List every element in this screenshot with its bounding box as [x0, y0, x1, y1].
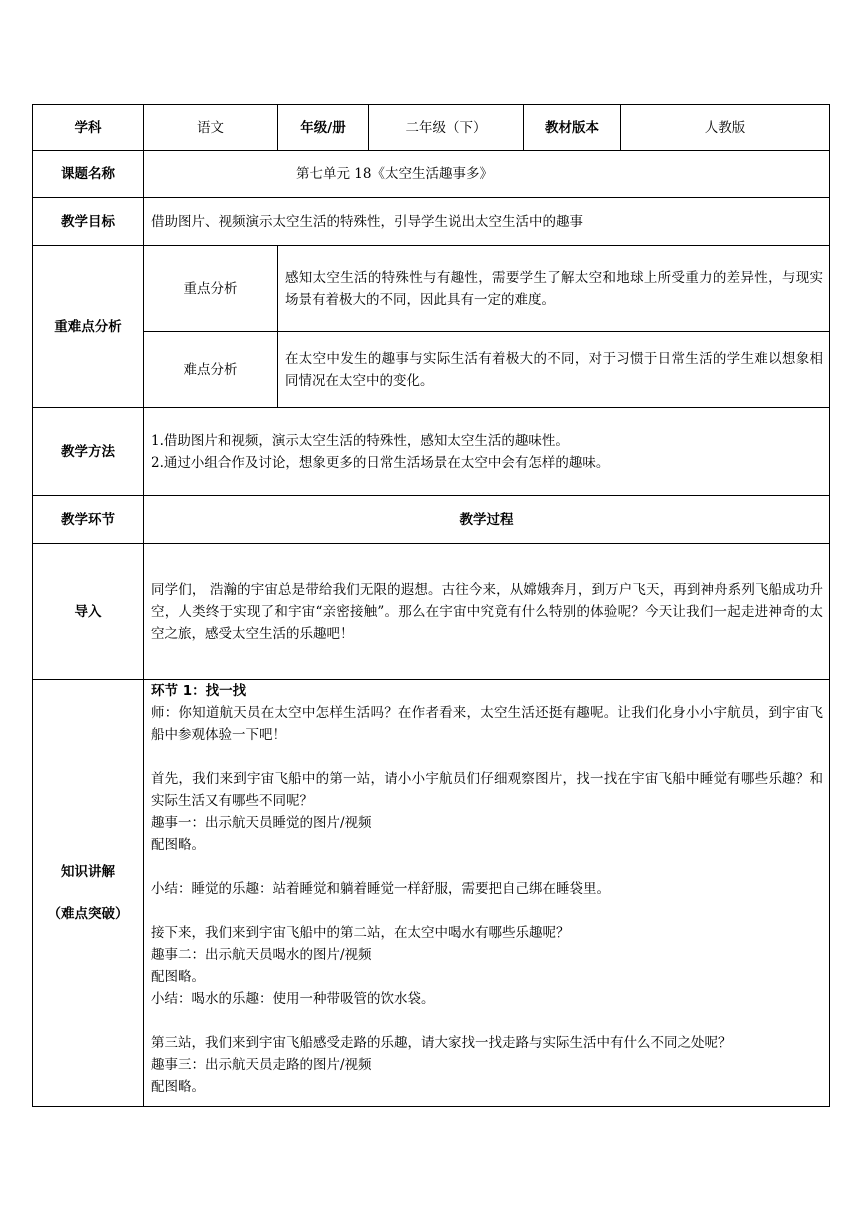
title-row: [33, 151, 830, 198]
key-point-label: 重点分析: [144, 246, 278, 332]
method-value: [144, 408, 830, 496]
edition-value: 人教版: [621, 105, 830, 151]
stage-label: 教学环节: [33, 496, 144, 544]
paragraph-7: 趣事二：出示航天员喝水的图片/视频: [151, 947, 372, 963]
subject-label: 学科: [33, 105, 144, 151]
grade-label: 年级/册: [278, 105, 369, 151]
key-point-row: [33, 246, 830, 332]
paragraph-10: 第三站，我们来到宇宙飞船感受走路的乐趣，请大家找一找走路与实际生活中有什么不同之处呢？: [151, 1035, 732, 1051]
paragraph-1: 师：你知道航天员在太空中怎样生活吗？在作者看来，太空生活还挺有趣呢。让我们化身小小宇航员，到宇宙飞船中参观体验一下吧！: [151, 705, 823, 743]
edition-label: 教材版本: [524, 105, 621, 151]
goal-value: 借助图片、视频演示太空生活的特殊性，引导学生说出太空生活中的趣事: [144, 198, 830, 246]
grade-value: 二年级（下）: [369, 105, 524, 151]
method-line-1: 1.借助图片和视频，演示太空生活的特殊性，感知太空生活的趣味性。: [151, 432, 569, 449]
paragraph-8: 配图略。: [151, 969, 205, 985]
knowledge-label-cell: [33, 680, 144, 1107]
stage-header-row: [33, 496, 830, 544]
method-label: 教学方法: [33, 408, 144, 496]
knowledge-label: 知识讲解: [61, 864, 115, 880]
paragraph-4: 配图略。: [151, 837, 205, 853]
title-value: 第七单元 18《太空生活趣事多》: [144, 151, 830, 198]
paragraph-6: 接下来，我们来到宇宙飞船中的第二站，在太空中喝水有哪些乐趣呢？: [151, 925, 570, 941]
method-line-2: 2.通过小组合作及讨论，想象更多的日常生活场景在太空中会有怎样的趣味。: [151, 454, 610, 471]
knowledge-row: [33, 680, 830, 1107]
subject-value: 语文: [144, 105, 278, 151]
method-row: [33, 408, 830, 496]
paragraph-3: 趣事一：出示航天员睡觉的图片/视频: [151, 815, 372, 831]
goal-label: 教学目标: [33, 198, 144, 246]
hard-point-value: 在太空中发生的趣事与实际生活有着极大的不同，对于习惯于日常生活的学生难以想象相同情况在太空中的变化。: [278, 332, 830, 408]
paragraph-11: 趣事三：出示航天员走路的图片/视频: [151, 1057, 372, 1073]
intro-value: 同学们， 浩瀚的宇宙总是带给我们无限的遐想。古往今来，从嫦娥奔月，到万户飞天，再到神舟系列飞船成功升空，人类终于实现了和宇宙“亲密接触”。那么在宇宙中究竟有什么特别的体验呢？今天让我们一起走进神奇的太空之旅，感受太空生活的乐趣吧！: [144, 544, 830, 680]
title-label: 课题名称: [33, 151, 144, 198]
subject-row: [33, 105, 830, 151]
paragraph-2: 首先，我们来到宇宙飞船中的第一站，请小小宇航员们仔细观察图片，找一找在宇宙飞船中睡觉有哪些乐趣？和实际生活又有哪些不同呢？: [151, 771, 823, 809]
goal-row: [33, 198, 830, 246]
hard-point-row: [33, 332, 830, 408]
key-point-value: 感知太空生活的特殊性与有趣性，需要学生了解太空和地球上所受重力的差异性，与现实场景有着极大的不同，因此具有一定的难度。: [278, 246, 830, 332]
paragraph-5: 小结：睡觉的乐趣：站着睡觉和躺着睡觉一样舒服，需要把自己绑在睡袋里。: [151, 881, 610, 897]
paragraph-9: 小结：喝水的乐趣：使用一种带吸管的饮水袋。: [151, 991, 435, 1007]
lesson-plan-table: [32, 104, 830, 1107]
knowledge-content: [144, 680, 830, 1107]
keypoints-label: 重难点分析: [33, 246, 144, 408]
section-title: 环节 1：找一找: [151, 683, 247, 699]
intro-label: 导入: [33, 544, 144, 680]
knowledge-sublabel: （难点突破）: [47, 906, 129, 922]
hard-point-label: 难点分析: [144, 332, 278, 408]
process-label: 教学过程: [144, 496, 830, 544]
paragraph-12: 配图略。: [151, 1079, 205, 1095]
intro-row: [33, 544, 830, 680]
